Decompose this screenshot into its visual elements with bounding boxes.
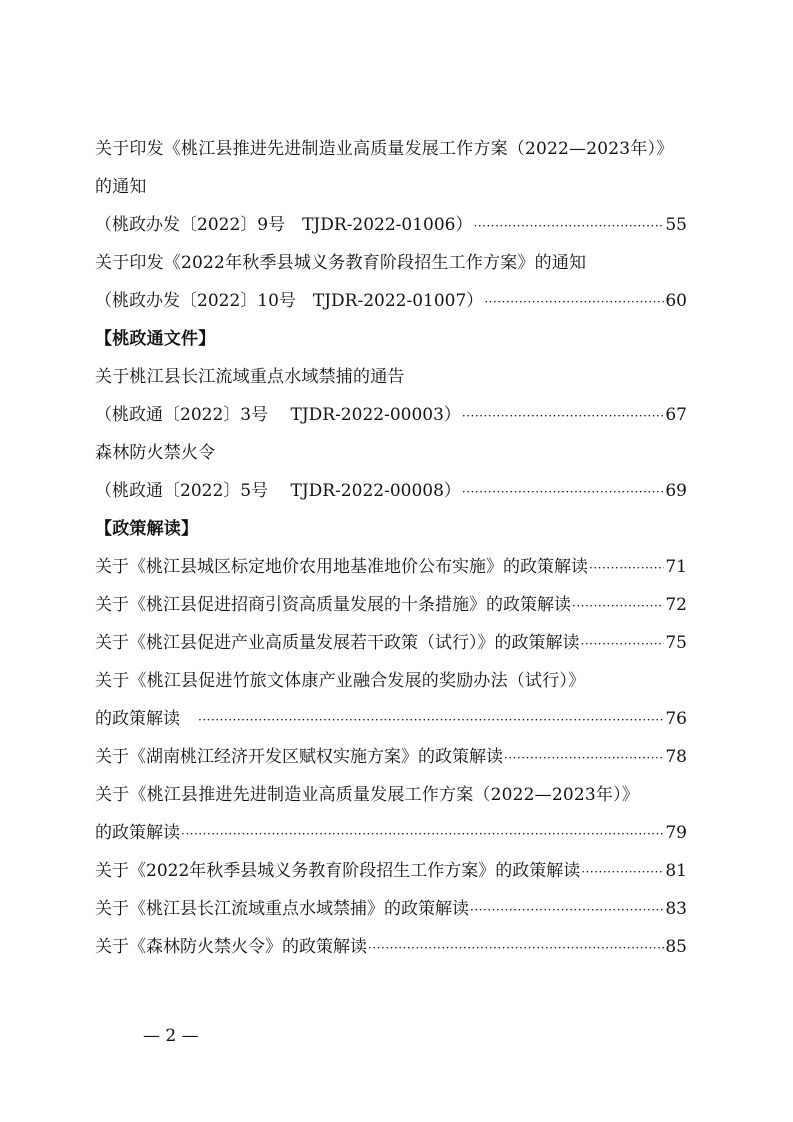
toc-entry-title: 关于《森林防火禁火令》的政策解读	[95, 937, 367, 957]
toc-page-number: 83	[665, 899, 687, 919]
toc-entry-row[interactable]	[95, 821, 687, 846]
toc-entry-ref-row[interactable]	[95, 479, 687, 504]
toc-entry-row[interactable]	[95, 859, 687, 884]
toc-leader-dots	[462, 404, 664, 428]
toc-entry-title: 关于《桃江县促进招商引资高质量发展的十条措施》的政策解读	[95, 595, 571, 615]
toc-entry-title: 关于《桃江县推进先进制造业高质量发展工作方案（2022—2023年）》	[95, 785, 640, 805]
toc-entry-row[interactable]	[95, 745, 687, 770]
toc-page-number: 55	[665, 215, 687, 235]
toc-entry-title: 关于《桃江县促进产业高质量发展若干政策（试行）》的政策解读	[95, 633, 580, 653]
toc-entry-row[interactable]	[95, 631, 687, 656]
toc-leader-dots	[484, 290, 664, 314]
toc-page-number: 79	[665, 823, 687, 843]
toc-page-number: 85	[665, 937, 687, 957]
toc-leader-dots	[572, 594, 664, 618]
toc-leader-dots	[474, 214, 665, 238]
toc-entry-row[interactable]	[95, 897, 687, 922]
toc-entry-title-cont: 的政策解读	[95, 709, 197, 729]
toc-entry-title: 关于《桃江县长江流域重点水域禁捕》的政策解读	[95, 899, 469, 919]
section-heading: 【桃政通文件】	[95, 329, 216, 349]
toc-page-number: 60	[665, 291, 687, 311]
page-number: — 2 —	[143, 1026, 199, 1046]
toc-leader-dots	[581, 632, 665, 656]
toc-entry-ref-row[interactable]	[95, 213, 687, 238]
toc-entry-row[interactable]	[95, 555, 687, 580]
toc-leader-dots	[368, 936, 664, 960]
toc-entry-row[interactable]	[95, 935, 687, 960]
toc-leader-dots	[581, 860, 664, 884]
toc-entry-title: 关于《桃江县城区标定地价农用地基准地价公布实施》的政策解读	[95, 557, 588, 577]
toc-entry-ref: （桃政通〔2022〕3号 TJDR-2022-00003）	[95, 405, 461, 425]
toc-entry-title-cont: 的通知	[95, 177, 147, 197]
toc-entry-ref: （桃政通〔2022〕5号 TJDR-2022-00008）	[95, 481, 461, 501]
toc-entry-ref: （桃政办发〔2022〕9号 TJDR-2022-01006）	[95, 215, 473, 235]
toc-entry-title: 森林防火禁火令	[95, 443, 216, 463]
toc-page-number: 81	[665, 861, 687, 881]
toc-page-number: 69	[665, 481, 687, 501]
toc-entry-title-cont: 的政策解读	[95, 823, 180, 843]
toc-leader-dots	[470, 898, 664, 922]
toc-entry-row[interactable]	[95, 707, 687, 732]
toc-entry-title: 关于印发《2022年秋季县城义务教育阶段招生工作方案》的通知	[95, 253, 587, 273]
toc-page-number: 75	[665, 633, 687, 653]
toc-entry-ref-row[interactable]	[95, 403, 687, 428]
toc-entry-title: 关于《湖南桃江经济开发区赋权实施方案》的政策解读	[95, 747, 503, 767]
toc-entry-ref-row[interactable]	[95, 289, 687, 314]
toc-entry-title: 关于桃江县长江流域重点水域禁捕的通告	[95, 367, 405, 387]
toc-entry-title: 关于《桃江县促进竹旅文体康产业融合发展的奖励办法（试行）》	[95, 671, 586, 691]
toc-page-number: 76	[665, 709, 687, 729]
toc-entry-row[interactable]	[95, 593, 687, 618]
toc-page-number: 72	[665, 595, 687, 615]
toc-leader-dots	[198, 708, 664, 732]
toc-page-number: 67	[665, 405, 687, 425]
toc-leader-dots	[504, 746, 664, 770]
toc-leader-dots	[589, 556, 664, 580]
toc-entry-ref: （桃政办发〔2022〕10号 TJDR-2022-01007）	[95, 291, 484, 311]
toc-entry-title: 关于《2022年秋季县城义务教育阶段招生工作方案》的政策解读	[95, 861, 581, 881]
toc-entry-title: 关于印发《桃江县推进先进制造业高质量发展工作方案（2022—2023年）》	[95, 139, 674, 159]
toc-page-number: 71	[665, 557, 687, 577]
toc-page-number: 78	[665, 747, 687, 767]
section-heading: 【政策解读】	[95, 519, 199, 539]
toc-leader-dots	[462, 480, 664, 504]
toc-leader-dots	[181, 822, 664, 846]
